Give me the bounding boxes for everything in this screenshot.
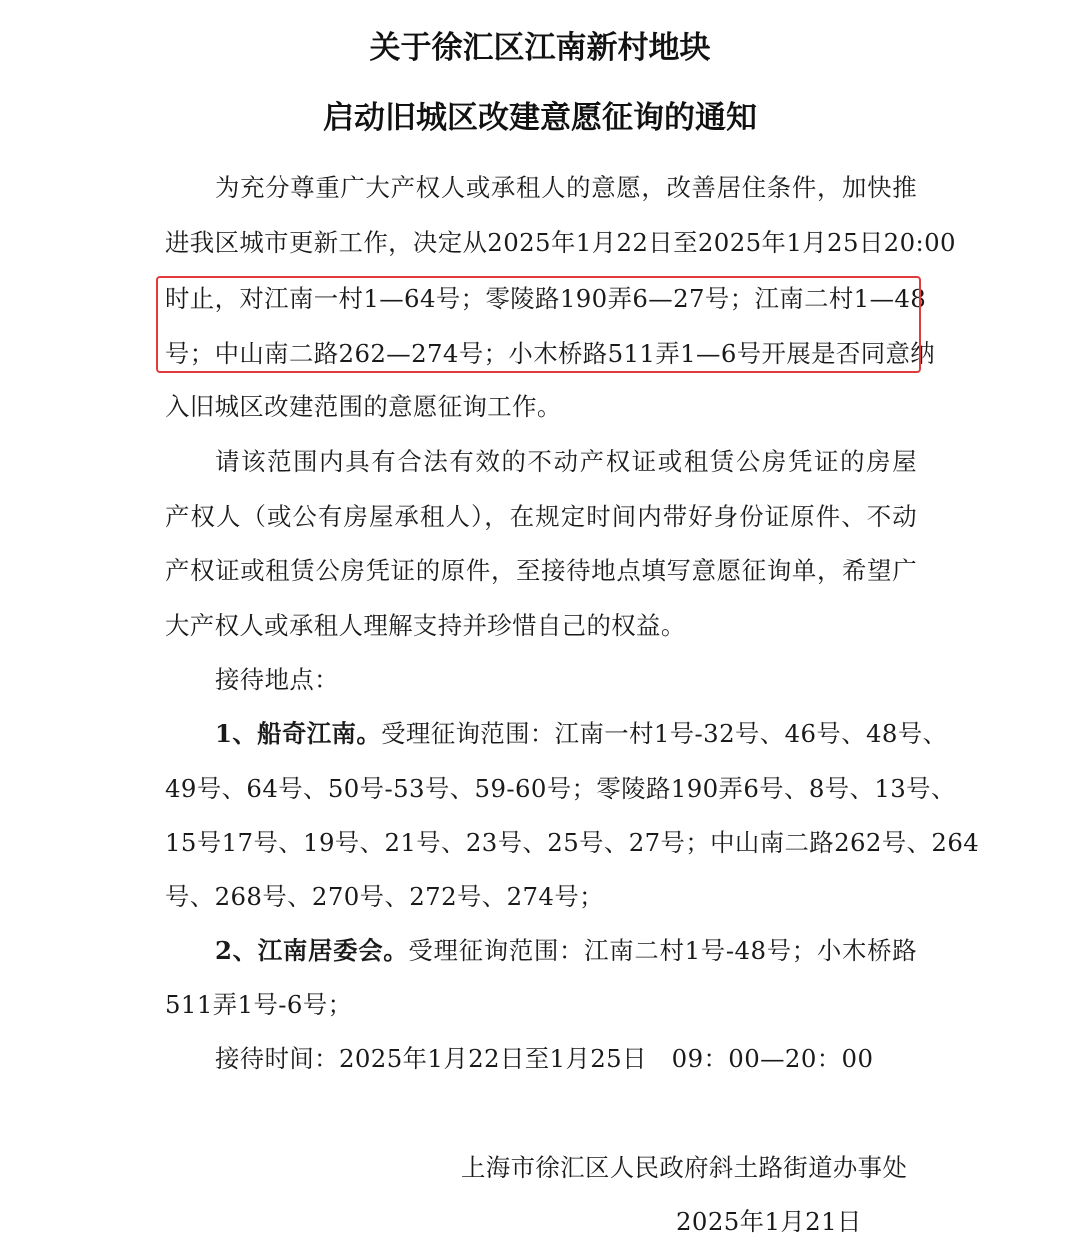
paragraph-2-line: 产权人（或公有房屋承租人），在规定时间内带好身份证原件、不动 — [165, 502, 917, 531]
paragraph-2-line: 大产权人或承租人理解支持并珍惜自己的权益。 — [165, 611, 686, 640]
paragraph-1-line: 进我区城市更新工作，决定从2025年1月22日至2025年1月25日20:00 — [165, 228, 956, 257]
reception-heading: 接待地点： — [215, 665, 339, 694]
red-highlight-box — [156, 276, 936, 373]
location-1-line: 49号、64号、50号-53号、59-60号；零陵路190弄6号、8号、13号、 — [165, 774, 956, 803]
reception-time: 接待时间：2025年1月22日至1月25日 09：00—20：00 — [215, 1044, 874, 1073]
notice-title-line-1: 关于徐汇区江南新村地块 — [369, 30, 711, 66]
paragraph-1-line: 入旧城区改建范围的意愿征询工作。 — [165, 392, 562, 421]
signature-date: 2025年1月21日 — [676, 1207, 862, 1236]
paragraph-2-line: 请该范围内具有合法有效的不动产权证或租赁公房凭证的房屋 — [215, 447, 917, 476]
paragraph-1-line: 号；中山南二路262—274号；小木桥路511弄1—6号开展是否同意纳 — [165, 339, 936, 368]
location-2-scope: 受理征询范围：江南二村1号-48号；小木桥路 — [408, 936, 917, 965]
location-2-line — [215, 936, 917, 966]
location-1-line — [215, 719, 948, 749]
location-2-line: 511弄1号-6号； — [165, 990, 353, 1019]
notice-title-line-2: 启动旧城区改建意愿征询的通知 — [323, 100, 757, 136]
location-1-line: 15号17号、19号、21号、23号、25号、27号；中山南二路262号、264 — [165, 828, 980, 857]
signature-organization: 上海市徐汇区人民政府斜土路街道办事处 — [461, 1153, 908, 1182]
paragraph-2-line: 产权证或租赁公房凭证的原件，至接待地点填写意愿征询单，希望广 — [165, 556, 917, 585]
location-2-name: 2、江南居委会。 — [215, 936, 409, 965]
location-1-name: 1、船奇江南。 — [215, 719, 382, 748]
paragraph-1-line: 时止，对江南一村1—64号；零陵路190弄6—27号；江南二村1—48 — [165, 284, 927, 313]
paragraph-1-line: 为充分尊重广大产权人或承租人的意愿，改善居住条件，加快推 — [215, 173, 917, 202]
location-1-line: 号、268号、270号、272号、274号； — [165, 882, 604, 911]
location-1-scope: 受理征询范围：江南一村1号-32号、46号、48号、 — [381, 719, 948, 748]
